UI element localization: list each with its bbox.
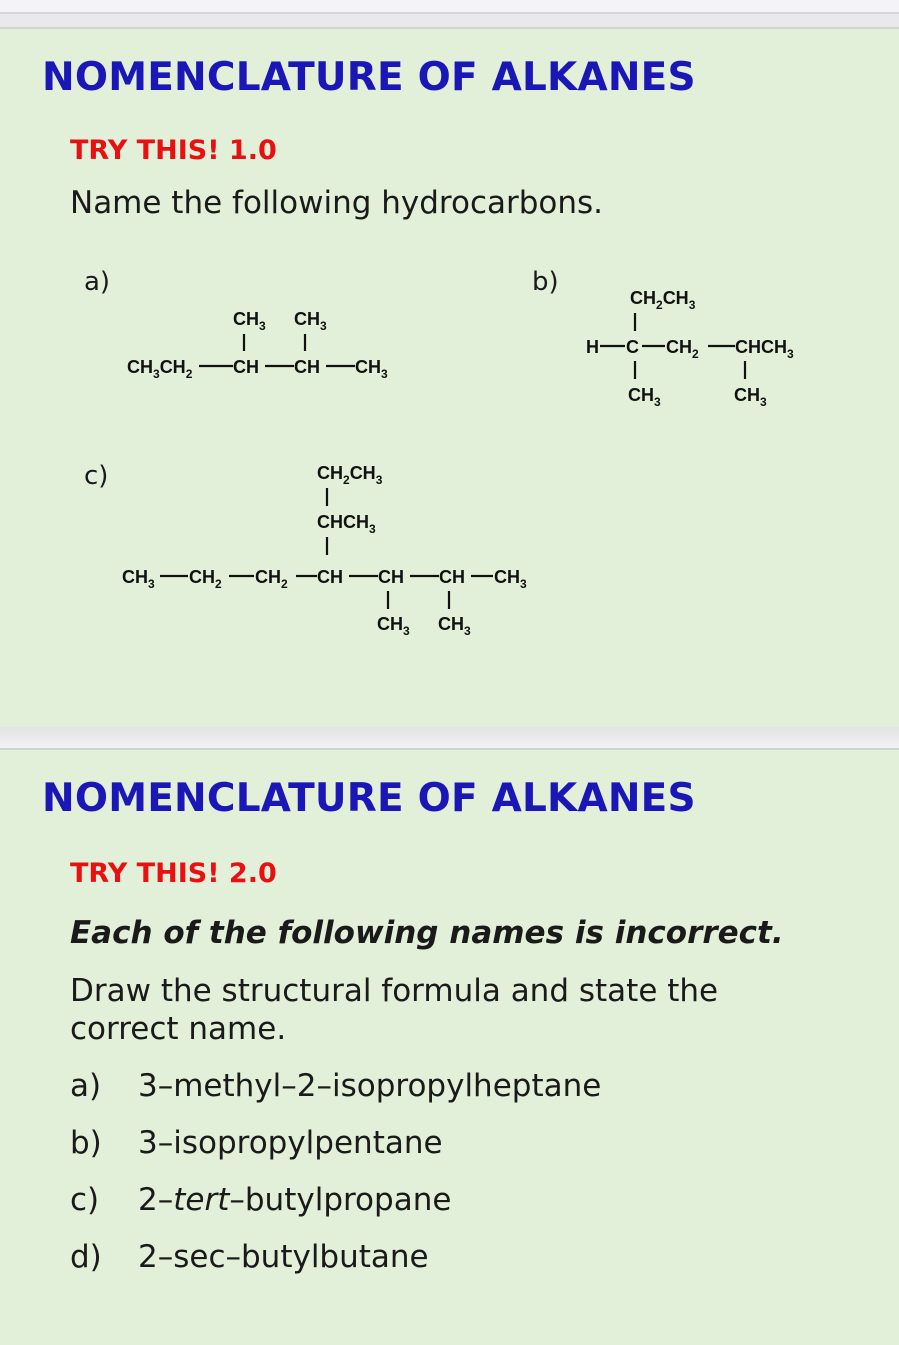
svg-text:CHCH3: $CHCH_3$: [317, 512, 376, 536]
instruction-text: Name the following hydrocarbons.: [70, 185, 604, 221]
svg-text:CH3: $CH_3$: [294, 309, 327, 333]
instruction-line-1: Draw the structural formula and state the: [70, 973, 719, 1009]
question-a-label: a): [84, 267, 111, 297]
svg-text:H: H: [586, 337, 599, 357]
list-item-a: [70, 1068, 601, 1104]
list-item-label: d): [70, 1239, 102, 1275]
svg-text:CH2: $CH_2$: [255, 567, 288, 591]
svg-text:CH: CH: [378, 567, 404, 587]
svg-text:CH2CH3: $CH_2CH_3$: [630, 288, 696, 312]
svg-text:CH3: $CH_3$: [734, 385, 767, 409]
list-item-name-prefix: 2–: [138, 1182, 174, 1218]
slide-separator: [0, 727, 899, 748]
svg-text:CH3: $CH_3$: [233, 309, 266, 333]
list-item-name: 2–sec–butylbutane: [138, 1239, 429, 1275]
list-item-b: [70, 1125, 443, 1161]
list-item-c: [70, 1182, 451, 1218]
slide-try-this-2: [0, 748, 899, 1345]
svg-text:CH2: $CH_2$: [189, 567, 222, 591]
svg-text:CH3: $CH_3$: [355, 357, 388, 381]
svg-text:CH2: $CH_2$: [666, 337, 699, 361]
svg-text:CH3: $CH_3$: [377, 614, 410, 638]
svg-text:CH3: $CH_3$: [494, 567, 527, 591]
svg-text:C: C: [626, 337, 639, 357]
instruction-line-2: correct name.: [70, 1011, 287, 1047]
list-item-label: b): [70, 1125, 102, 1161]
question-b-label: b): [532, 267, 559, 297]
svg-text:CH: CH: [294, 357, 320, 377]
question-c-label: c): [84, 461, 109, 491]
structure-c: [0, 29, 899, 729]
list-item-d: [70, 1239, 429, 1275]
svg-text:CH3: $CH_3$: [628, 385, 661, 409]
svg-text:CH: CH: [317, 567, 343, 587]
try-this-label: TRY THIS! 2.0: [70, 858, 277, 889]
svg-text:CH3CH2: $CH_3CH_2$: [127, 357, 193, 381]
svg-text:CHCH3: $CHCH_3$: [735, 337, 794, 361]
list-item-name-italic: tert: [173, 1182, 230, 1218]
svg-text:CH3: $CH_3$: [438, 614, 471, 638]
svg-text:CH3: $CH_3$: [122, 567, 155, 591]
svg-text:CH: CH: [439, 567, 465, 587]
svg-text:CH2CH3: $CH_2CH_3$: [317, 463, 383, 487]
list-item-label: c): [70, 1182, 100, 1218]
list-item-name: 3–isopropylpentane: [138, 1125, 443, 1161]
list-item-name: 3–methyl–2–isopropylheptane: [138, 1068, 602, 1104]
list-item-name-suffix: –butylpropane: [229, 1182, 452, 1218]
slide-title: NOMENCLATURE OF ALKANES: [42, 55, 696, 100]
slide-try-this-1: [0, 27, 899, 729]
try-this-label: TRY THIS! 1.0: [70, 135, 277, 166]
svg-text:CH: CH: [233, 357, 259, 377]
statement-text: Each of the following names is incorrect.: [70, 915, 784, 951]
slide-title: NOMENCLATURE OF ALKANES: [42, 776, 696, 821]
top-bar: [0, 0, 899, 14]
list-item-label: a): [70, 1068, 102, 1104]
